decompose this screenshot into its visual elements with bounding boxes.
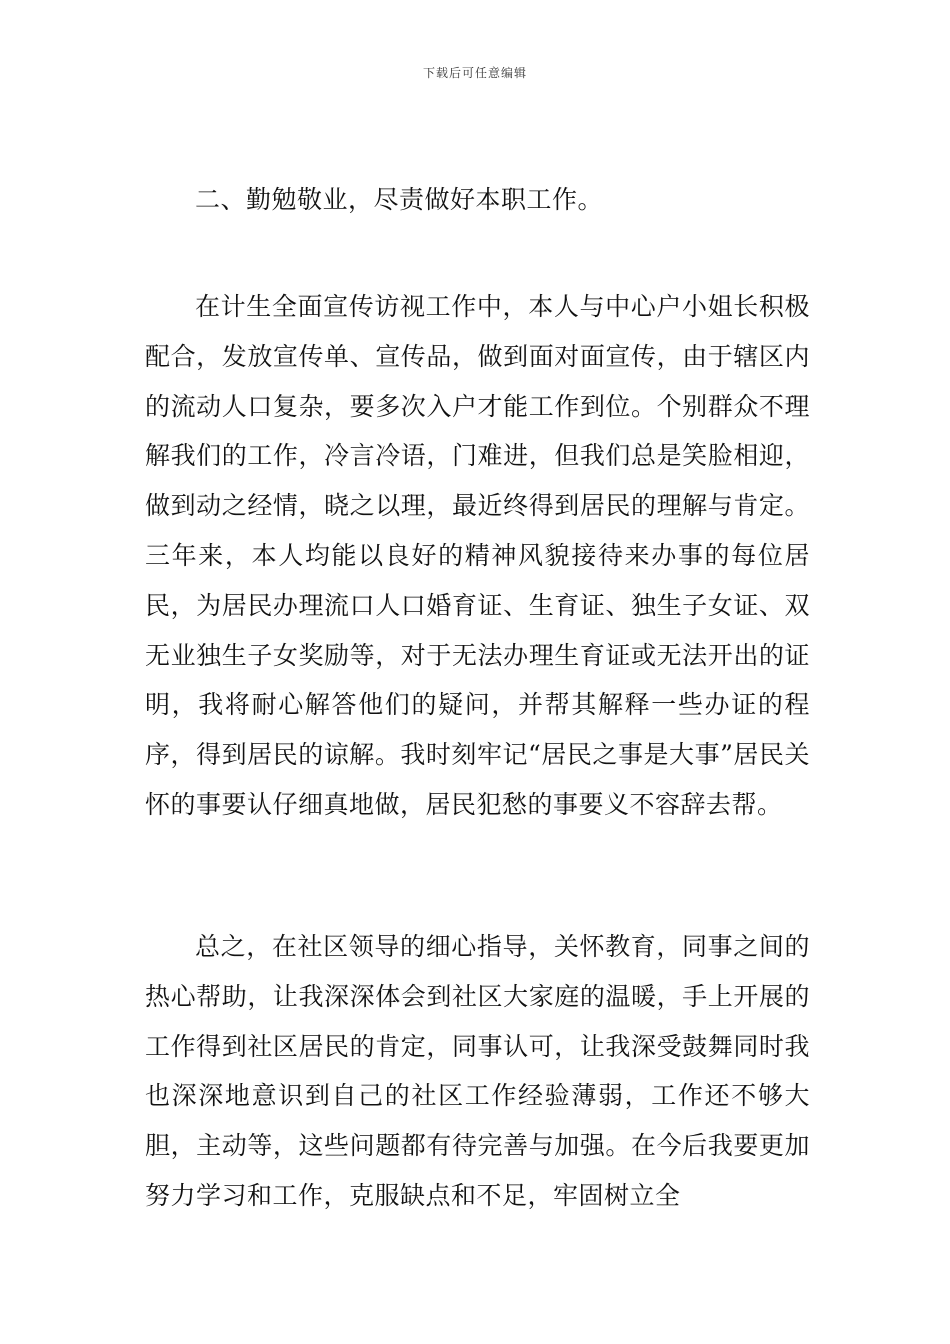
section-heading: 二、勤勉敬业，尽责做好本职工作。 xyxy=(195,185,604,214)
body-paragraph: 在计生全面宣传访视工作中，本人与中心户小姐长积极配合，发放宣传单、宣传品，做到面对面宣传，由于辖区内的流动人口复杂，要多次入户才能工作到位。个别群众不理解我们的工作，冷言冷语，门难进，但我们总是笑脸相迎，做到动之经情，晓之以理，最近终得到居民的理解与肯定。三年来，本人均能以良好的精神风貌接待来办事的每位居民，为居民办理流口人口婚育证、生育证、独生子女证、双无业独生子女奖励等，对于无法办理生育证或无法开出的证明，我将耐心解答他们的疑问，并帮其解释一些办证的程序，得到居民的谅解。我时刻牢记“居民之事是大事”居民关怀的事要认仔细真地做，居民犯愁的事要义不容辞去帮。 xyxy=(145,292,810,819)
header-note: 下载后可任意编辑 xyxy=(422,66,527,80)
body-paragraph: 总之，在社区领导的细心指导，关怀教育，同事之间的热心帮助，让我深深体会到社区大家庭的温暖，手上开展的工作得到社区居民的肯定，同事认可，让我深受鼓舞同时我也深深地意识到自己的社区工作经验薄弱，工作还不够大胆，主动等，这些问题都有待完善与加强。在今后我要更加努力学习和工作，克服缺点和不足，牢固树立全 xyxy=(145,932,810,1210)
